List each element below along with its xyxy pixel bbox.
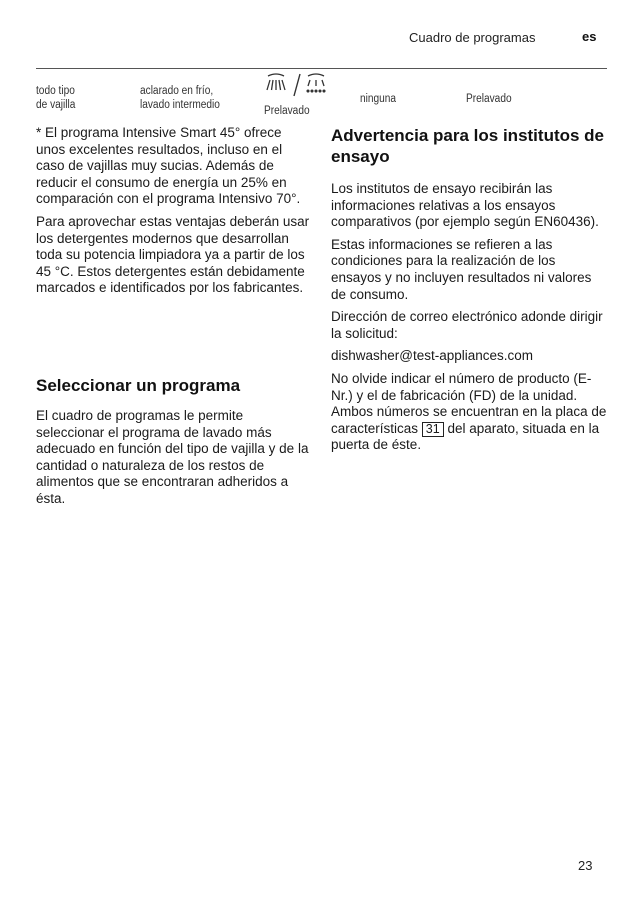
left-column-select-text [36,408,310,514]
section-heading-select-program: Seleccionar un programa [36,376,241,395]
table-cell-prewash-label: Prelavado [264,105,310,117]
conditions-paragraph: Estas informaciones se refieren a las condiciones para la realización de los ensayos y no incluyen resultados ni valores de consumo. [331,236,592,302]
spray-arm-dots-icon [307,74,325,92]
note-intensive-smart: * El programa Intensive Smart 45° ofrece unos excelentes resultados, incluso en el caso de vajillas muy sucias. Además de reducir el consumo de energía un 25% en comparación con el programa Intensivo 70°. [36,125,301,207]
product-number-paragraph: No olvide indicar el número de producto (E-Nr.) y el de fabricación (FD) de la unidad. Ambos números se encuentran en la placa de características 31 del aparato, situada en la puerta de éste. [331,370,607,453]
spray-arm-icon [267,74,285,90]
email-address: dishwasher@test-appliances.com [331,348,534,364]
slash-divider [294,74,300,96]
table-cell-rinse: aclarado en frío, lavado intermedio [140,85,220,111]
test-institutes-paragraph: Los institutos de ensayo recibirán las informaciones relativas a los ensayos comparativos (por ejemplo según EN60436). [331,181,599,230]
table-cell-none: ninguna [360,93,397,105]
page-number: 23 [578,858,593,873]
left-column-notes [36,125,310,303]
table-cell-dishes: todo tipo de vajilla [36,85,76,111]
note-detergents: Para aprovechar estas ventajas deberán usar los detergentes modernos que desarrollan toda su potencia limpiadora ya a partir de los 45 °C. Estos detergentes están debidamente marcados e identificados por los fabricantes. [36,213,310,296]
header-rule [36,68,607,69]
table-cell-prewash: Prelavado [466,93,512,105]
language-code: es [582,29,597,44]
right-column [331,125,607,460]
email-intro-paragraph: Dirección de correo electrónico adonde dirigir la solicitud: [331,309,603,341]
section-heading-test-institutes: Advertencia para los institutos de ensayo [331,126,605,166]
select-program-paragraph: El cuadro de programas le permite seleccionar el programa de lavado más adecuado en función del tipo de vajilla y de la cantidad o naturaleza de los restos de alimentos que se encontraran adheridos a ésta. [36,408,309,506]
prewash-symbols [264,72,334,100]
reference-number-box: 31 [422,422,444,437]
header-title: Cuadro de programas [409,30,536,45]
